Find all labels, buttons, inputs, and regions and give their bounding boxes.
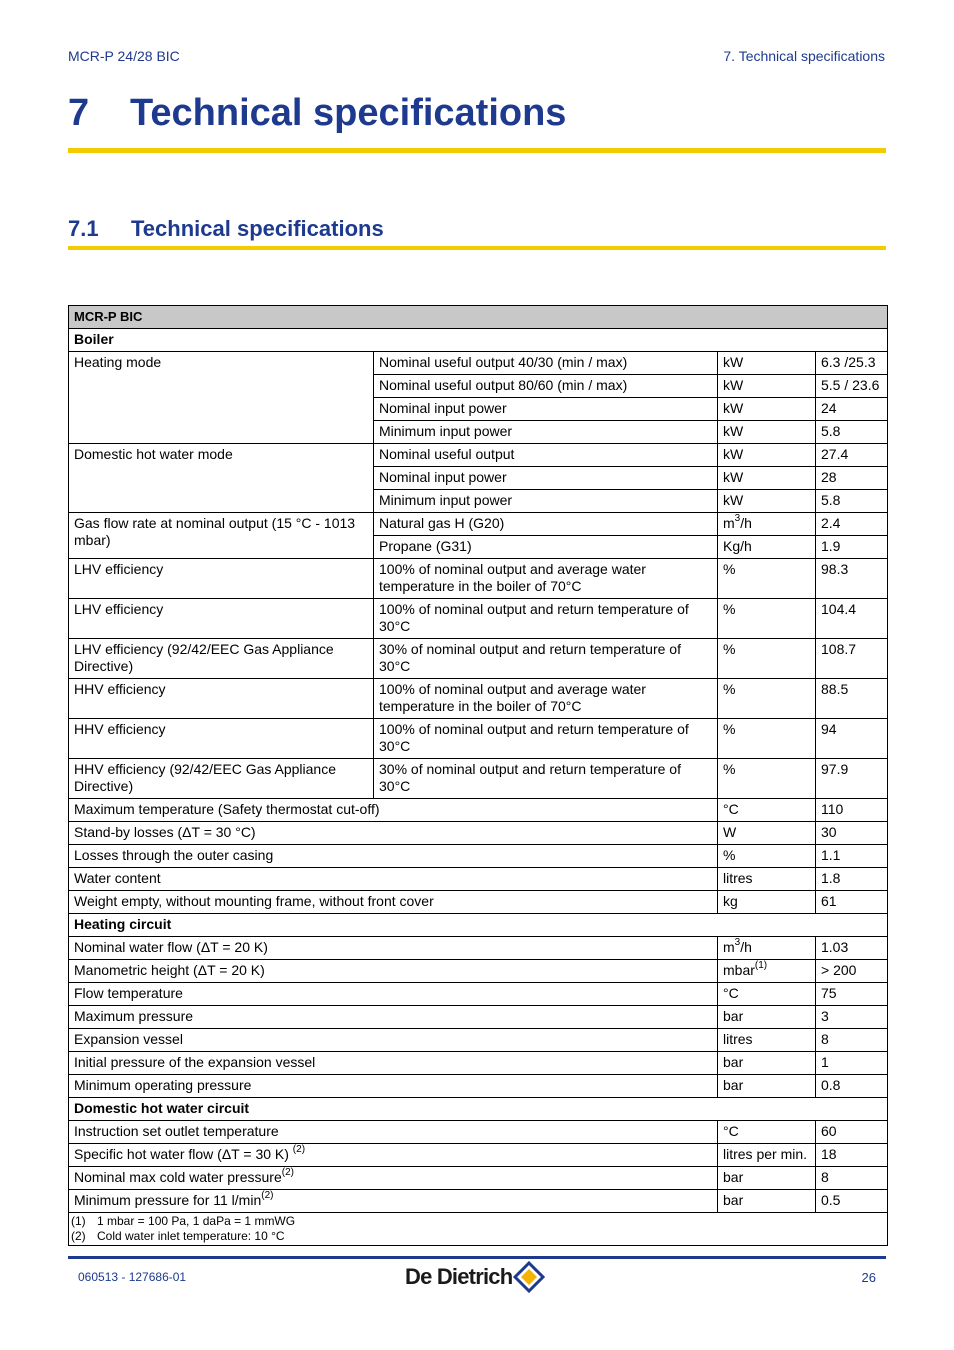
- table-title: MCR-P BIC: [69, 306, 888, 329]
- value-cell: 8: [816, 1167, 888, 1190]
- table-row: [69, 599, 888, 639]
- label-cell: HHV efficiency: [69, 679, 374, 719]
- unit-cell: %: [718, 845, 816, 868]
- value-cell: 30: [816, 822, 888, 845]
- unit-cell: bar: [718, 1006, 816, 1029]
- table-row: [69, 937, 888, 960]
- section-row-dhw-circuit: Domestic hot water circuit: [69, 1098, 888, 1121]
- desc-cell: Natural gas H (G20): [374, 513, 718, 536]
- desc-cell: Nominal max cold water pressure$^{(2)}$: [69, 1167, 718, 1190]
- value-cell: 1.03: [816, 937, 888, 960]
- value-cell: > 200: [816, 960, 888, 983]
- value-cell: 104.4: [816, 599, 888, 639]
- desc-cell: Minimum input power: [374, 421, 718, 444]
- desc-cell: Manometric height (ΔT = 20 K): [69, 960, 718, 983]
- value-cell: 8: [816, 1029, 888, 1052]
- running-header-chapter: 7. Technical specifications: [723, 48, 885, 64]
- page-number: 26: [861, 1270, 876, 1285]
- value-cell: 5.8: [816, 490, 888, 513]
- table-row: [69, 759, 888, 799]
- chapter-number: 7: [68, 92, 90, 134]
- table-row: [69, 799, 888, 822]
- unit-cell: mbar$^{(1)}$: [718, 960, 816, 983]
- table-row: [69, 559, 888, 599]
- desc-cell: 30% of nominal output and return temperature of 30°C: [374, 639, 718, 679]
- footnote: (1) 1 mbar = 100 Pa, 1 daPa = 1 mmWG: [71, 1214, 296, 1228]
- unit-cell: litres: [718, 868, 816, 891]
- table-row: [69, 1144, 888, 1167]
- footnote: (2) Cold water inlet temperature: 10 °C: [71, 1229, 285, 1243]
- value-cell: 5.8: [816, 421, 888, 444]
- desc-cell: Water content: [69, 868, 718, 891]
- brand-logo: [405, 1261, 546, 1293]
- value-cell: 1.8: [816, 868, 888, 891]
- footnote-ref: (2): [261, 1190, 274, 1202]
- unit-cell: bar: [718, 1075, 816, 1098]
- table-row: [69, 891, 888, 914]
- desc-cell: Specific hot water flow (ΔT = 30 K) $^{(2)}$: [69, 1144, 718, 1167]
- table-row: [69, 983, 888, 1006]
- chapter-title: Technical specifications: [130, 92, 567, 134]
- table-row: [69, 822, 888, 845]
- unit-cell: %: [718, 719, 816, 759]
- unit-cell: %: [718, 679, 816, 719]
- unit-cell: %: [718, 639, 816, 679]
- unit-cell: $m^3/h$: [718, 513, 816, 536]
- section-row-boiler: Boiler: [69, 329, 888, 352]
- unit-cell: bar: [718, 1052, 816, 1075]
- brand-name: De Dietrich: [405, 1264, 513, 1289]
- group-label-gas-flow: Gas flow rate at nominal output (15 °C - 1013 mbar): [69, 513, 374, 559]
- label-cell: LHV efficiency: [69, 599, 374, 639]
- table-row: [69, 352, 888, 375]
- desc-cell: 100% of nominal output and average water temperature in the boiler of 70°C: [374, 559, 718, 599]
- desc-cell: Flow temperature: [69, 983, 718, 1006]
- unit-cell: kg: [718, 891, 816, 914]
- desc-cell: Nominal useful output 40/30 (min / max): [374, 352, 718, 375]
- desc-cell: Nominal useful output 80/60 (min / max): [374, 375, 718, 398]
- desc-cell: Nominal water flow (ΔT = 20 K): [69, 937, 718, 960]
- value-cell: 98.3: [816, 559, 888, 599]
- document-number: 060513 - 127686-01: [78, 1270, 187, 1284]
- desc-cell: Nominal input power: [374, 467, 718, 490]
- desc-cell: 100% of nominal output and average water temperature in the boiler of 70°C: [374, 679, 718, 719]
- label-cell: HHV efficiency (92/42/EEC Gas Appliance Directive): [69, 759, 374, 799]
- unit-cell: %: [718, 599, 816, 639]
- value-cell: 88.5: [816, 679, 888, 719]
- unit-cell: %: [718, 559, 816, 599]
- value-cell: 0.5: [816, 1190, 888, 1213]
- value-cell: 28: [816, 467, 888, 490]
- label-cell: LHV efficiency (92/42/EEC Gas Appliance Directive): [69, 639, 374, 679]
- desc-cell: Maximum temperature (Safety thermostat cut-off): [69, 799, 718, 822]
- table-row: [69, 868, 888, 891]
- value-cell: 5.5 / 23.6: [816, 375, 888, 398]
- value-cell: 18: [816, 1144, 888, 1167]
- unit-cell: kW: [718, 398, 816, 421]
- diamond-logo-icon: [512, 1261, 546, 1293]
- desc-cell: 100% of nominal output and return temperature of 30°C: [374, 599, 718, 639]
- desc-cell: 100% of nominal output and return temperature of 30°C: [374, 719, 718, 759]
- unit-cell: bar: [718, 1190, 816, 1213]
- running-header-product: MCR-P 24/28 BIC: [68, 48, 180, 64]
- value-cell: 3: [816, 1006, 888, 1029]
- table-row: [69, 1006, 888, 1029]
- value-cell: 1: [816, 1052, 888, 1075]
- group-label-heating-mode: Heating mode: [69, 352, 374, 444]
- table-row: [69, 1190, 888, 1213]
- footnote-ref: (2): [292, 1144, 306, 1156]
- value-cell: 1.9: [816, 536, 888, 559]
- desc-cell: 30% of nominal output and return temperature of 30°C: [374, 759, 718, 799]
- table-row: [69, 845, 888, 868]
- value-cell: 27.4: [816, 444, 888, 467]
- unit-cell: kW: [718, 490, 816, 513]
- unit-cell: °C: [718, 799, 816, 822]
- unit-cell: kW: [718, 421, 816, 444]
- value-cell: 61: [816, 891, 888, 914]
- value-cell: 97.9: [816, 759, 888, 799]
- section-number: 7.1: [68, 216, 99, 241]
- value-cell: 60: [816, 1121, 888, 1144]
- value-cell: 0.8: [816, 1075, 888, 1098]
- unit-cell: litres per min.: [718, 1144, 816, 1167]
- unit-cell: W: [718, 822, 816, 845]
- group-label-dhw-mode: Domestic hot water mode: [69, 444, 374, 513]
- unit-cell: °C: [718, 1121, 816, 1144]
- value-cell: 94: [816, 719, 888, 759]
- value-cell: 2.4: [816, 513, 888, 536]
- footer-rule: [68, 1256, 886, 1259]
- value-cell: 108.7: [816, 639, 888, 679]
- desc-cell: Weight empty, without mounting frame, without front cover: [69, 891, 718, 914]
- value-cell: 6.3 /25.3: [816, 352, 888, 375]
- desc-cell: Nominal useful output: [374, 444, 718, 467]
- table-row: [69, 960, 888, 983]
- table-row: [69, 513, 888, 536]
- unit-cell: %: [718, 759, 816, 799]
- unit-cell: kW: [718, 375, 816, 398]
- unit-cell: kW: [718, 444, 816, 467]
- desc-cell: Initial pressure of the expansion vessel: [69, 1052, 718, 1075]
- unit-cell: litres: [718, 1029, 816, 1052]
- desc-cell: Stand-by losses (ΔT = 30 °C): [69, 822, 718, 845]
- unit-cell: Kg/h: [718, 536, 816, 559]
- value-cell: 75: [816, 983, 888, 1006]
- table-row: [69, 1029, 888, 1052]
- table-row: [69, 1121, 888, 1144]
- spec-table: [68, 305, 888, 1246]
- section-heading: [68, 212, 886, 250]
- table-row: [69, 1075, 888, 1098]
- desc-cell: Losses through the outer casing: [69, 845, 718, 868]
- unit-cell: kW: [718, 467, 816, 490]
- desc-cell: Maximum pressure: [69, 1006, 718, 1029]
- desc-cell: Expansion vessel: [69, 1029, 718, 1052]
- label-cell: LHV efficiency: [69, 559, 374, 599]
- footnote-ref: (1): [754, 960, 768, 972]
- table-row: [69, 679, 888, 719]
- table-footnotes: [69, 1213, 888, 1246]
- table-row: [69, 639, 888, 679]
- desc-cell: Instruction set outlet temperature: [69, 1121, 718, 1144]
- table-row: [69, 719, 888, 759]
- chapter-heading: [68, 90, 886, 153]
- value-cell: 1.1: [816, 845, 888, 868]
- table-row: [69, 1167, 888, 1190]
- unit-cell: °C: [718, 983, 816, 1006]
- value-cell: 110: [816, 799, 888, 822]
- desc-cell: Minimum operating pressure: [69, 1075, 718, 1098]
- label-cell: HHV efficiency: [69, 719, 374, 759]
- value-cell: 24: [816, 398, 888, 421]
- section-title: Technical specifications: [131, 216, 384, 241]
- table-row: [69, 1052, 888, 1075]
- unit-cell: kW: [718, 352, 816, 375]
- desc-cell: Nominal input power: [374, 398, 718, 421]
- table-row: [69, 444, 888, 467]
- desc-cell: Minimum input power: [374, 490, 718, 513]
- desc-cell: Minimum pressure for 11 $l/\min^{(2)}$: [69, 1190, 718, 1213]
- unit-cell: bar: [718, 1167, 816, 1190]
- footnote-ref: (2): [281, 1167, 294, 1179]
- desc-cell: Propane (G31): [374, 536, 718, 559]
- section-row-heating-circuit: Heating circuit: [69, 914, 888, 937]
- unit-cell: $m^3/h$: [718, 937, 816, 960]
